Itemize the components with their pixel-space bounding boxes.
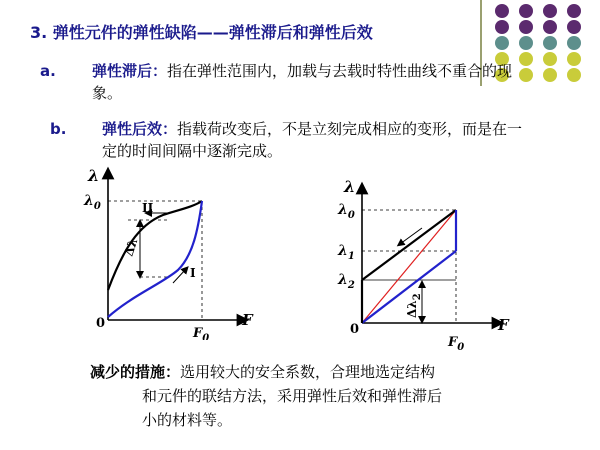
origin-label: 0 <box>350 322 360 337</box>
y-tick-lambda0: $\lambda_0$ <box>338 202 355 221</box>
x-tick-f0: $F_0$ <box>193 326 210 340</box>
decorative-dot <box>567 4 581 18</box>
decorative-dot <box>519 36 533 50</box>
mitigation-term: 减少的措施： <box>90 363 181 381</box>
decorative-dot <box>543 68 557 82</box>
black-unloading-line <box>362 210 456 280</box>
decorative-dot <box>543 4 557 18</box>
mitigation-note <box>90 360 560 432</box>
curve-label-II: II <box>142 201 154 215</box>
definition-body-b <box>102 118 532 162</box>
decorative-dot <box>543 36 557 50</box>
decorative-dot <box>519 4 533 18</box>
decorative-dot <box>543 52 557 66</box>
decorative-dot <box>543 20 557 34</box>
delta-lambda2-label: $\Delta\lambda_2$ <box>405 293 423 318</box>
mitigation-line-3: 小的材料等。 <box>142 411 233 429</box>
decorative-dot <box>495 4 509 18</box>
term-elastic-hysteresis: 弹性滞后： <box>92 62 168 80</box>
section-heading: 3. 弹性元件的弹性缺陷——弹性滞后和弹性后效 <box>30 23 373 42</box>
definition-body-a <box>92 60 532 104</box>
y-tick-lambda2: $\lambda_2$ <box>338 272 355 291</box>
unloading-direction-arrow <box>400 228 422 244</box>
x-axis-label: F <box>498 316 509 334</box>
decorative-dot <box>567 20 581 34</box>
decorative-dot <box>567 68 581 82</box>
decorative-dot <box>567 36 581 50</box>
curve-label-I: I <box>190 266 196 280</box>
decorative-dot <box>567 52 581 66</box>
aftereffect-diagram <box>330 178 530 353</box>
y-tick-lambda0: $\lambda_0$ <box>84 193 101 212</box>
decorative-dot <box>495 20 509 34</box>
y-tick-lambda1: $\lambda_1$ <box>338 243 355 262</box>
delta-lambda-label: Δλ <box>121 236 141 258</box>
item-label-b: b. <box>50 120 67 138</box>
origin-label: 0 <box>96 316 106 331</box>
x-tick-f0: $F_0$ <box>448 335 465 353</box>
mitigation-line-2: 和元件的联结方法，采用弹性后效和弹性滞后 <box>142 387 443 405</box>
term-elastic-aftereffect: 弹性后效： <box>102 120 178 138</box>
item-label-a: a. <box>40 62 56 80</box>
definition-text-b: 指载荷改变后，不是立刻完成相应的变形，而是在一定的时间间隔中逐渐完成。 <box>102 120 523 160</box>
definition-text-a: 指在弹性范围内，加载与去载时特性曲线不重合的现象。 <box>92 62 513 102</box>
hysteresis-diagram <box>78 165 278 340</box>
decorative-dot <box>519 20 533 34</box>
y-axis-label: λ <box>344 178 356 196</box>
mitigation-line-1: 选用较大的安全系数，合理地选定结构 <box>180 363 436 381</box>
y-axis-label: λ <box>88 166 100 185</box>
x-axis-label: F <box>242 311 253 329</box>
decorative-dot <box>495 36 509 50</box>
